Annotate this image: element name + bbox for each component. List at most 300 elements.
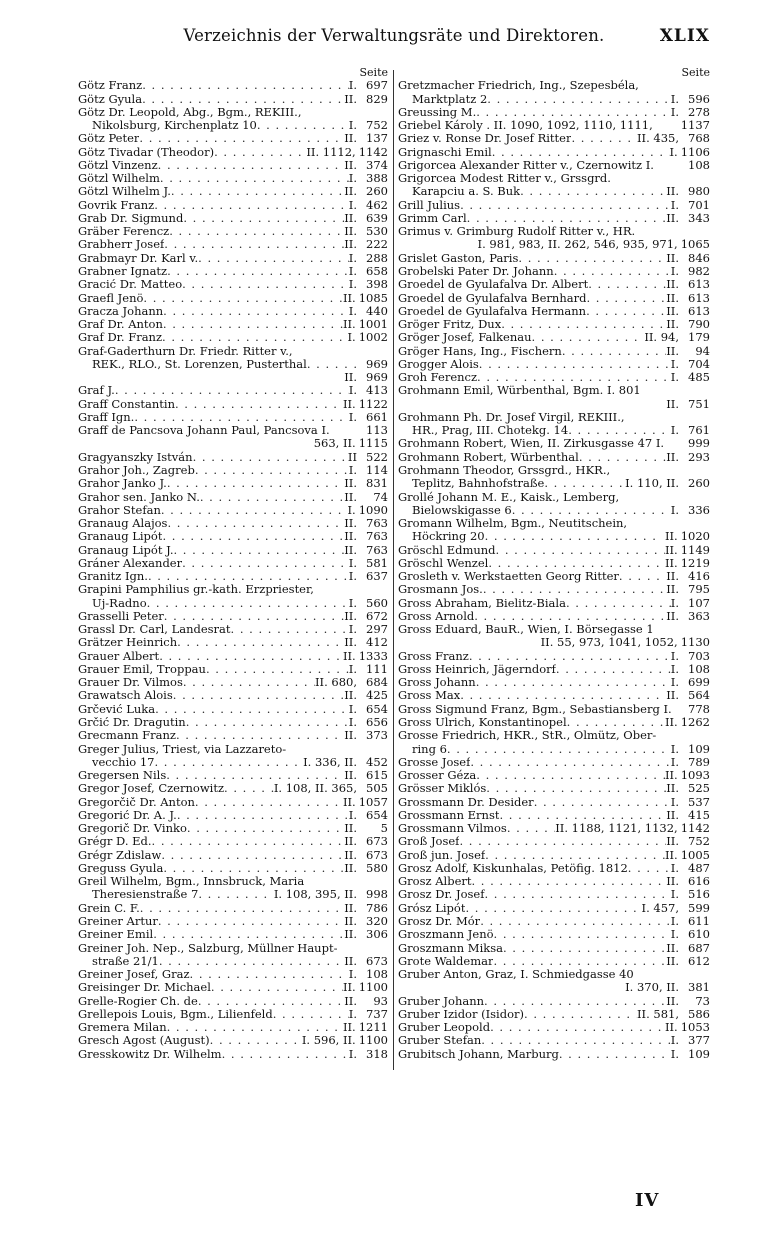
entry-ref: II. — [344, 225, 357, 239]
entry-name: Grigorcea Modest Ritter v., Grssgrd. — [398, 172, 611, 186]
entry-line — [78, 995, 388, 1008]
entry-page: 293 — [688, 450, 710, 464]
entry-line — [78, 583, 388, 596]
entry-ref: I. — [348, 623, 357, 637]
entry-ref: I. — [347, 503, 356, 517]
index-entry — [398, 345, 710, 358]
index-entry — [78, 544, 388, 557]
entry-name: Graf Dr. Anton — [78, 318, 163, 332]
entry-name: Gruber Johann — [398, 994, 485, 1008]
entry-page: 790 — [688, 318, 710, 332]
entry-page: 613 — [688, 291, 710, 305]
entry-page: 613 — [688, 304, 710, 318]
entry-name: Götz Gyula — [78, 92, 143, 106]
entry-name: Grohmann Theodor, Grssgrd., HKR., — [398, 463, 611, 477]
entry-continuation — [398, 424, 710, 437]
entry-name: Graf Dr. Franz — [78, 331, 163, 345]
entry-page: 440 — [366, 304, 388, 318]
index-entry — [398, 132, 710, 145]
entry-ref: II. — [666, 251, 679, 265]
entry-line — [398, 331, 710, 344]
entry-line — [78, 451, 388, 464]
leader-dots — [159, 955, 341, 968]
entry-ref: II. 680, — [314, 676, 357, 690]
entry-name: Granaug Lipót — [78, 530, 163, 544]
entry-name: Greiner Artur — [78, 915, 158, 928]
index-entry — [78, 796, 388, 809]
index-entry — [78, 504, 388, 517]
index-entry — [398, 716, 710, 729]
leader-dots — [567, 716, 665, 729]
entry-cont: Bielowskigasse 6 — [412, 503, 512, 517]
entry-line — [78, 252, 388, 265]
entry-line — [78, 146, 388, 159]
entry-line — [78, 716, 388, 729]
leader-dots — [520, 185, 663, 198]
entry-page: 222 — [366, 238, 388, 252]
entry-line — [78, 491, 388, 504]
entry-line — [398, 119, 710, 132]
entry-page: 260 — [688, 477, 710, 491]
entry-page: 599 — [688, 901, 710, 915]
entry-ref: I. — [348, 463, 357, 477]
entry-ref: I. — [670, 742, 679, 756]
entry-cont: Uj-Radno — [92, 596, 147, 610]
entry-line — [398, 942, 710, 955]
entry-name: Graff Ign. — [78, 410, 135, 424]
entry-ref: II. — [344, 238, 357, 252]
entry-page: 1100 — [358, 981, 388, 995]
entry-name: Granaug Lipót J. — [78, 543, 174, 557]
entry-ref: I. — [670, 861, 679, 875]
entry-ref: I. — [348, 304, 357, 318]
leader-dots — [485, 530, 662, 543]
entry-page: 560 — [366, 596, 388, 610]
entry-name: Gross Eduard, BauR., Wien, I. Börsegasse 1 — [398, 623, 654, 637]
entry-line — [78, 331, 388, 344]
index-entry — [78, 942, 388, 969]
leader-dots — [556, 663, 671, 676]
leader-dots — [159, 650, 343, 663]
leader-dots — [494, 928, 671, 941]
leader-dots — [171, 185, 344, 198]
entry-page: 612 — [688, 954, 710, 968]
entry-ref: II. — [342, 291, 356, 305]
entry-name: Grahor sen. Janko N. — [78, 490, 200, 504]
entry-page: 530 — [366, 225, 388, 239]
entry-name: Gross Sigmund Franz, Bgm., Sebastiansberg I. — [398, 702, 672, 716]
leader-dots — [470, 756, 670, 769]
entry-page: 485 — [688, 371, 710, 385]
entry-name: Granitz Ign. — [78, 570, 148, 584]
entry-page: 752 — [688, 835, 710, 849]
entry-ref: I. — [348, 968, 357, 982]
leader-dots — [467, 212, 667, 225]
entry-page: 413 — [366, 384, 388, 398]
entry-line — [398, 583, 710, 596]
entry-line — [78, 875, 388, 888]
entry-cont: Nikolsburg, Kirchenplatz 10 — [92, 119, 257, 133]
entry-page: 1002 — [358, 331, 388, 345]
leader-dots — [164, 238, 344, 251]
entry-line — [78, 689, 388, 702]
entry-page: 763 — [366, 517, 388, 531]
entry-line — [78, 185, 388, 198]
index-entry — [78, 822, 388, 835]
entry-name: Grohmann Ph. Dr. Josef Virgil, REKIII., — [398, 410, 625, 424]
entry-name: Greger Julius, Triest, via Lazzareto- — [78, 742, 287, 756]
leader-dots — [200, 491, 344, 504]
index-entry — [398, 411, 710, 438]
entry-name: Greisinger Dr. Michael — [78, 981, 211, 995]
entry-name: Grohmann Emil, Würbenthal, Bgm. I. 801 — [398, 384, 641, 398]
column-divider — [393, 70, 394, 1070]
entry-name: Grimm Carl — [398, 211, 467, 225]
entry-page: 687 — [688, 941, 710, 955]
entry-name: Götz Dr. Leopold, Abg., Bgm., REKIII., — [78, 105, 302, 119]
leader-dots — [158, 159, 345, 172]
entries-list — [398, 79, 710, 1061]
entry-line — [78, 796, 388, 809]
entry-line — [78, 132, 388, 145]
leader-dots — [143, 292, 343, 305]
entry-line — [398, 968, 710, 981]
index-entry — [78, 716, 388, 729]
entry-ref: I. — [670, 371, 679, 385]
entry-ref: II. — [666, 211, 679, 225]
index-entry — [78, 411, 388, 424]
entry-ref: I. — [670, 264, 679, 278]
entry-name: Groh Ferencz — [398, 371, 478, 385]
index-entry — [78, 610, 388, 623]
entry-continuation — [398, 636, 710, 649]
leader-dots — [198, 995, 344, 1008]
entry-ref: I. — [670, 198, 679, 212]
entry-line — [398, 1048, 710, 1061]
index-entry — [78, 835, 388, 848]
entry-ref: I. — [670, 755, 679, 769]
index-entry — [398, 822, 710, 835]
entry-line — [78, 318, 388, 331]
entry-ref: I. — [348, 384, 357, 398]
entry-name: Groedel de Gyulafalva Hermann — [398, 304, 587, 318]
entry-line — [398, 225, 710, 238]
entry-name: Groszmann Miksa — [398, 941, 503, 955]
entry-cont: REK., RLO., St. Lorenzen, Pusterthal — [92, 357, 307, 371]
index-entry — [78, 464, 388, 477]
entry-page: 1333 — [358, 649, 388, 663]
leader-dots — [501, 318, 666, 331]
entry-continuation — [398, 185, 710, 198]
entry-page: 381 — [688, 980, 710, 995]
entry-page: 377 — [688, 1034, 710, 1048]
entry-line — [78, 238, 388, 251]
entry-name: Gragyanszky István — [78, 450, 193, 464]
entry-ref: II. — [342, 397, 356, 411]
index-entry — [398, 225, 710, 252]
entry-name: Grosser Géza — [398, 769, 477, 783]
entry-page: 412 — [366, 636, 388, 650]
entry-line — [78, 650, 388, 663]
entry-name: Gröschl Wenzel — [398, 556, 489, 570]
leader-dots — [503, 942, 666, 955]
index-entry — [398, 835, 710, 848]
index-entry — [398, 278, 710, 291]
entry-ref: II. — [664, 543, 678, 557]
entry-cont: Teplitz, Bahnhofstraße — [412, 477, 545, 491]
entry-page: 114 — [366, 463, 388, 477]
entry-name: Grosz Dr. Mór — [398, 915, 481, 928]
entry-ref: I. — [670, 888, 679, 902]
entry-line — [78, 172, 388, 185]
entry-ref: I. 336, II. — [303, 755, 357, 769]
leader-dots — [492, 146, 670, 159]
entry-ref: II. — [666, 583, 679, 597]
index-entry — [78, 530, 388, 543]
entry-ref: I. — [348, 716, 357, 730]
entry-page: 596 — [688, 92, 710, 106]
entry-name: Grosse Josef — [398, 755, 471, 769]
entry-page: 343 — [688, 211, 710, 225]
index-entry — [398, 491, 710, 518]
entry-page: 505 — [366, 782, 388, 796]
entry-line — [398, 146, 710, 159]
index-entry — [78, 238, 388, 251]
entry-line — [78, 663, 388, 676]
entry-name: Grogger Alois — [398, 357, 479, 371]
entry-name: Gretzmacher Friedrich, Ing., Szepesbéla, — [398, 79, 639, 93]
index-entry — [398, 371, 710, 384]
entry-ref: II. 435, — [636, 132, 679, 146]
entry-ref: I. — [348, 251, 357, 265]
entry-page: 969 — [366, 357, 388, 371]
leader-dots — [195, 464, 349, 477]
entry-continuation — [78, 119, 388, 132]
index-entry — [78, 782, 388, 795]
entry-page: 522 — [366, 450, 388, 464]
entry-ref: II. — [666, 941, 679, 955]
entry-page: 763 — [366, 530, 388, 544]
entry-ref: II. — [344, 928, 357, 942]
entry-name: Grab Dr. Sigmund — [78, 211, 184, 225]
entry-name: Gröger Fritz, Dux — [398, 318, 502, 332]
entry-page: 336 — [688, 503, 710, 517]
leader-dots — [484, 995, 666, 1008]
index-entry — [78, 689, 388, 702]
entry-name: Grosleth v. Werkstaetten Georg Ritter — [398, 570, 619, 584]
index-entry — [78, 1008, 388, 1021]
entry-page: 581 — [366, 556, 388, 570]
index-entry — [398, 212, 710, 225]
entry-name: Granaug Alajos — [78, 517, 168, 531]
entry-ref: II. — [344, 477, 357, 491]
entry-ref: I. — [347, 331, 356, 345]
entry-line — [78, 928, 388, 941]
entry-line — [398, 265, 710, 278]
entry-page: 1090 — [358, 503, 388, 517]
entry-ref: II. — [342, 981, 356, 995]
entry-page: 297 — [366, 623, 388, 637]
entry-name: Grauer Dr. Vilmos — [78, 676, 183, 690]
entry-page: 108 — [688, 158, 710, 172]
entry-line — [78, 424, 388, 437]
entry-name: Grosz Albert — [398, 875, 472, 889]
entry-name: Graefl Jenö — [78, 291, 144, 305]
entry-ref: II. — [342, 795, 356, 809]
entry-ref: I. 981, 983, II. 262, 546, 935, 971, — [477, 237, 678, 252]
entry-ref: I. — [670, 424, 679, 438]
entry-continuation — [78, 756, 388, 769]
index-entry — [398, 159, 710, 172]
entry-line — [78, 265, 388, 278]
entry-continuation — [78, 371, 388, 384]
index-entry — [398, 464, 710, 491]
entry-name: Götzl Wilhelm J. — [78, 185, 171, 199]
index-entry — [398, 703, 710, 716]
leader-dots — [568, 424, 668, 437]
entry-ref: II. — [344, 861, 357, 875]
entry-line — [398, 172, 710, 185]
entry-ref: II. — [344, 158, 357, 172]
index-entry — [78, 902, 388, 915]
index-entry — [398, 1008, 710, 1021]
entry-ref: II. — [664, 716, 678, 730]
entry-continuation — [78, 358, 388, 371]
entry-name: Grein C. F. — [78, 901, 140, 915]
entry-line — [78, 782, 388, 795]
entry-page: 673 — [366, 835, 388, 849]
leader-dots — [493, 955, 666, 968]
index-entry — [398, 888, 710, 901]
entry-line — [398, 623, 710, 636]
leader-dots — [177, 636, 344, 649]
entry-page: 1122 — [358, 397, 388, 411]
entry-line — [78, 862, 388, 875]
entry-line — [78, 384, 388, 397]
leader-dots — [183, 676, 315, 689]
entry-ref: I. — [348, 172, 357, 186]
entry-ref: II. — [344, 915, 357, 928]
entry-name: Grégr Zdislaw — [78, 848, 162, 862]
entry-ref: II. — [344, 132, 357, 146]
leader-dots — [142, 93, 344, 106]
entry-name: Groß jun. Josef — [398, 848, 486, 862]
leader-dots — [588, 278, 666, 291]
entry-ref: II. — [664, 769, 678, 783]
entry-page: 737 — [366, 1007, 388, 1021]
entry-line — [398, 849, 710, 862]
leader-dots — [507, 822, 555, 835]
entry-page: 1142 — [680, 822, 710, 836]
entry-page: 768 — [688, 132, 710, 146]
entry-line — [398, 716, 710, 729]
entry-line — [398, 199, 710, 212]
entry-page: 107 — [688, 596, 710, 610]
entry-ref: I. — [670, 1047, 679, 1061]
index-entry — [398, 1048, 710, 1061]
index-entry — [78, 1034, 388, 1047]
entry-name: Gröschl Edmund — [398, 543, 496, 557]
entry-name: Grasselli Peter — [78, 609, 164, 623]
entry-ref: II. — [666, 396, 679, 411]
entry-ref: II. — [344, 370, 357, 385]
entry-line — [398, 212, 710, 225]
leader-dots — [532, 331, 645, 344]
entry-line — [78, 305, 388, 318]
entry-page: 1020 — [680, 530, 710, 544]
entry-ref: I. — [348, 410, 357, 424]
entry-line — [398, 888, 710, 901]
entry-name: Grislet Gaston, Paris — [398, 251, 519, 265]
leader-dots — [490, 1021, 665, 1034]
entry-continuation — [398, 238, 710, 251]
leader-dots — [476, 769, 665, 782]
entry-name: Grosz Adolf, Kiskunhalas, Petöfig. 1812 — [398, 861, 628, 875]
entry-ref: II. — [344, 769, 357, 783]
entry-name: Grellepois Louis, Bgm., Lilienfeld — [78, 1007, 273, 1021]
entry-continuation — [78, 597, 388, 610]
entry-ref: II. 581, — [636, 1007, 679, 1021]
entry-line — [398, 663, 710, 676]
entry-page: 1093 — [680, 769, 710, 783]
leader-dots — [579, 451, 666, 464]
entry-cont: Theresienstraße 7 — [92, 888, 199, 902]
leader-dots — [167, 477, 344, 490]
entry-name: Grabherr Josef — [78, 238, 165, 252]
entry-page: 1142 — [358, 145, 388, 159]
index-entry — [78, 703, 388, 716]
leader-dots — [477, 371, 671, 384]
entry-page: 613 — [688, 278, 710, 292]
entry-ref: I. — [670, 1034, 679, 1048]
entry-ref: I. — [670, 105, 679, 119]
entry-page: 704 — [688, 357, 710, 371]
entry-name: Grčić Dr. Dragutin — [78, 716, 186, 730]
entry-page: 288 — [366, 251, 388, 265]
leader-dots — [154, 199, 349, 212]
entry-ref: II. — [344, 729, 357, 743]
index-entry — [398, 318, 710, 331]
leader-dots — [148, 570, 349, 583]
index-entry — [78, 265, 388, 278]
index-entry — [78, 185, 388, 198]
seite-label: Seite — [681, 66, 710, 79]
index-entry — [78, 981, 388, 994]
leader-dots — [499, 809, 666, 822]
leader-dots — [152, 835, 345, 848]
entry-ref: II. — [666, 808, 679, 822]
entry-ref: I. — [670, 596, 679, 610]
index-entry — [78, 491, 388, 504]
index-entry — [398, 689, 710, 702]
entry-name: Gross Abraham, Bielitz-Biala — [398, 596, 566, 610]
entry-name: Greussing M. — [398, 105, 477, 119]
entry-cont: HR., Prag, III. Chotekg. 14 — [412, 424, 569, 438]
entry-ref: II. — [666, 304, 679, 318]
leader-dots — [474, 610, 666, 623]
entry-ref: I. — [670, 357, 679, 371]
index-entry — [78, 331, 388, 344]
entry-line — [78, 1021, 388, 1034]
entry-ref: I. 370, II. — [625, 980, 679, 995]
entry-line — [78, 1048, 388, 1061]
leader-dots — [167, 517, 344, 530]
entry-ref: II. — [664, 848, 678, 862]
entry-line — [398, 132, 710, 145]
leader-dots — [182, 278, 349, 291]
entry-ref: II. — [666, 278, 679, 292]
index-entry — [398, 610, 710, 623]
